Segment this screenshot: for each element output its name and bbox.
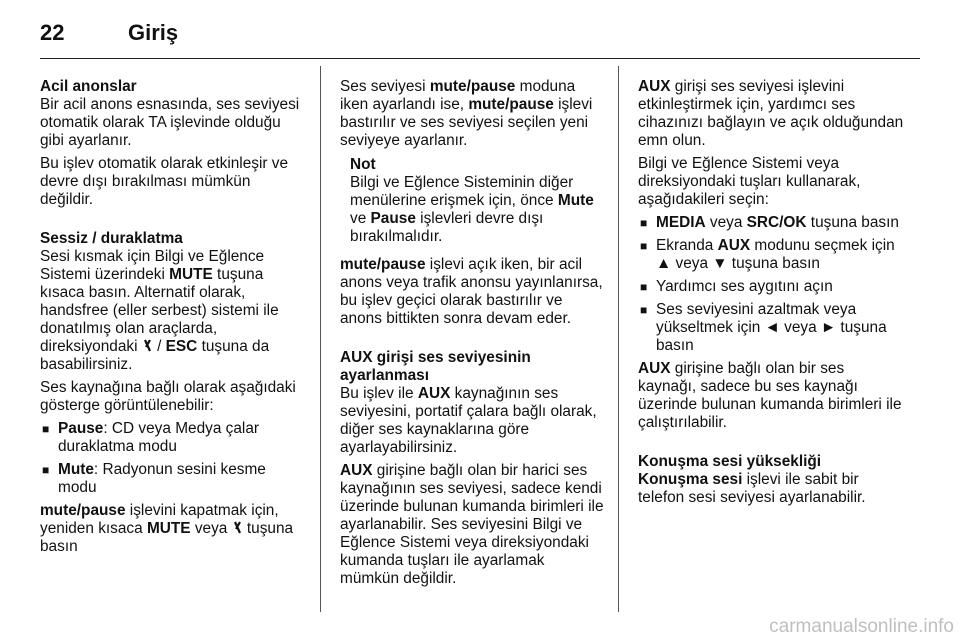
paragraph: AUX girişine bağlı olan bir harici ses kaynağının ses seviyesi, sadece kendi üzerinde bulunan kumanda birimleri ile ayarlanabilir. Ses seviyesini Bilgi ve Eğlence Sistemi veya direksiyondaki kumanda tuşları ile ayarlamak mümkün değildir. (340, 462, 604, 587)
heading-aux-ses: AUX girişi ses seviyesinin ayarlanması (340, 349, 531, 384)
paragraph: Bu işlev otomatik olarak etkinleşir ve devre dışı bırakılması mümkün değildir. (40, 155, 289, 208)
mute-icon (232, 521, 243, 534)
page-number: 22 (40, 20, 65, 45)
note-text: Bilgi ve Eğlence Sisteminin diğer menülerine erişmek için, önce Mute ve Pause işlevleri devre dışı bırakılmalıdır. (350, 174, 594, 245)
page-header (40, 16, 178, 50)
heading-konusma: Konuşma sesi yüksekliği (638, 453, 822, 470)
heading-sessiz: Sessiz / duraklatma (40, 230, 183, 247)
paragraph: mute/pause işlevini kapatmak için, yeniden kısaca MUTE veya tuşuna basın (40, 502, 294, 555)
paragraph: AUX girişine bağlı olan bir ses kaynağı, sadece bu ses kaynağı üzerinde bulunan kumanda birimleri ile çalıştırılabilir. (638, 360, 902, 431)
heading-acil-anonslar: Acil anonslar (40, 78, 137, 95)
paragraph: AUX girişi ses seviyesi işlevini etkinleştirmek için, yardımcı ses cihazınızı bağlayın ve açık olduğundan emn olun. (638, 78, 904, 149)
list-item: ■ Mute: Radyonun sesini kesme modu (42, 461, 266, 496)
list-item: ■ Pause: CD veya Medya çalar duraklatma modu (42, 420, 260, 455)
paragraph: Bilgi ve Eğlence Sistemi veya direksiyondaki tuşları kullanarak, aşağıdakileri seçin: (638, 155, 861, 208)
column-3 (638, 78, 904, 512)
watermark: carmanualsonline.info (769, 616, 954, 637)
paragraph: Bir acil anons esnasında, ses seviyesi otomatik olarak TA işlevinde olduğu gibi ayarlanır. (40, 96, 300, 149)
column-divider (618, 66, 619, 612)
column-2 (340, 78, 606, 593)
list-item: ■ Ses seviyesini azaltmak veya yükseltmek için ◄ veya ► tuşuna basın (640, 301, 887, 354)
note-title: Not (350, 156, 376, 173)
note-box (340, 156, 606, 246)
paragraph: mute/pause işlevi açık iken, bir acil anons veya trafik anonsu yayınlanırsa, bu işlev geçici olarak bastırılır ve anons bittikten sonra devam eder. (340, 256, 603, 327)
paragraph: Konuşma sesi işlevi ile sabit bir telefon sesi seviyesi ayarlanabilir. (638, 471, 866, 506)
column-divider (320, 66, 321, 612)
paragraph: Ses kaynağına bağlı olarak aşağıdaki gösterge görüntülenebilir: (40, 379, 296, 414)
mute-icon (142, 339, 153, 352)
paragraph: Ses seviyesi mute/pause moduna iken ayarlandı ise, mute/pause işlevi bastırılır ve ses seviyesi seçilen yeni seviyeye ayarlanır. (340, 78, 593, 149)
paragraph: Sesi kısmak için Bilgi ve Eğlence Sistemi üzerindeki MUTE tuşuna kısaca basın. Alternatif olarak, handsfree (eller serbest) sistemi ile donatılmış olan araçlarda, direksiyondaki / ESC tuşuna da basabilirsiniz. (40, 248, 279, 373)
header-rule (40, 58, 920, 59)
chapter-title: Giriş (128, 20, 179, 45)
list-item: ■ Yardımcı ses aygıtını açın (640, 278, 833, 295)
list-item: ■ MEDIA veya SRC/OK tuşuna basın (640, 214, 899, 231)
paragraph: Bu işlev ile AUX kaynağının ses seviyesini, portatif çalara bağlı olarak, diğer ses kaynaklarına göre ayarlayabilirsiniz. (340, 385, 597, 456)
column-1 (40, 78, 306, 561)
list-item: ■ Ekranda AUX modunu seçmek için ▲ veya ▼ tuşuna basın (640, 237, 895, 272)
